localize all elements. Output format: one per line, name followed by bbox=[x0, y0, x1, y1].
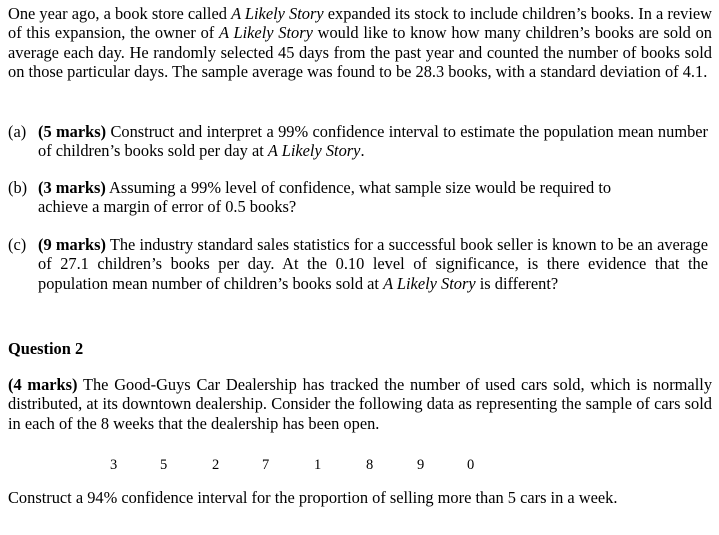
store-name: A Likely Story bbox=[231, 4, 324, 23]
part-b bbox=[8, 178, 708, 217]
store-name: A Likely Story bbox=[219, 23, 313, 43]
part-a-end: . bbox=[360, 141, 365, 161]
question-2-heading: Question 2 bbox=[8, 339, 84, 358]
part-a-body: Construct and interpret a 99% confidence interval to estimate the population mean number of children’s books sold per day at bbox=[38, 122, 708, 161]
intro-text-1: One year ago, a book store called bbox=[8, 4, 232, 23]
part-a-marks: (5 marks) bbox=[38, 122, 107, 141]
data-value: 9 bbox=[417, 457, 425, 473]
data-value: 1 bbox=[314, 457, 322, 473]
part-c-marks: (9 marks) bbox=[38, 235, 106, 254]
part-a-label: (a) bbox=[8, 122, 27, 141]
intro-paragraph bbox=[8, 4, 712, 82]
data-values-row bbox=[0, 456, 719, 476]
part-b-body: Assuming a 99% level of confidence, what sample size would be required to achieve a margin of error of 0.5 books? bbox=[38, 178, 612, 217]
data-value: 3 bbox=[110, 457, 118, 473]
data-value: 2 bbox=[212, 457, 220, 473]
part-b-text bbox=[38, 178, 648, 217]
data-value: 8 bbox=[366, 457, 374, 473]
part-b-marks: (3 marks) bbox=[38, 178, 106, 197]
part-c-end: is different? bbox=[475, 273, 559, 293]
data-value: 5 bbox=[160, 457, 168, 473]
part-c-body: The industry standard sales statistics for a successful book seller is known to be an average of 27.1 children’s books per day. At the 0.10 level of significance, is there evidence that the population mean number of children’s books sold at bbox=[38, 235, 709, 293]
intro-text-3: would like to know how many children’s books are sold on average each day. He randomly selected 45 days from the past year and counted the number of books sold on those particular days. The sample average was found to be 28.3 books, with a standard deviation of 4.1. bbox=[8, 23, 712, 82]
store-name: A Likely Story bbox=[267, 141, 361, 161]
part-b-label: (b) bbox=[8, 178, 28, 197]
part-c-text bbox=[38, 235, 708, 293]
intro-text-2: expanded its stock to include children’s books. In a review of this expansion, the owner of bbox=[8, 4, 712, 43]
store-name: A Likely Story bbox=[383, 273, 476, 293]
question-2-paragraph bbox=[8, 375, 712, 433]
data-value: 0 bbox=[467, 457, 475, 473]
data-value: 7 bbox=[262, 457, 270, 473]
part-c bbox=[8, 235, 708, 293]
question-2-instruction: Construct a 94% confidence interval for the proportion of selling more than 5 cars in a week. bbox=[8, 488, 618, 507]
part-a-text bbox=[38, 122, 708, 161]
question-2-body: The Good-Guys Car Dealership has tracked the number of used cars sold, which is normally distributed, at its downtown dealership. Consider the following data as representing the sample of cars sold in each of the 8 weeks that the dealership has been open. bbox=[8, 375, 713, 433]
question-2-marks: (4 marks) bbox=[8, 375, 78, 394]
part-c-label: (c) bbox=[8, 235, 27, 254]
part-a bbox=[8, 122, 708, 161]
